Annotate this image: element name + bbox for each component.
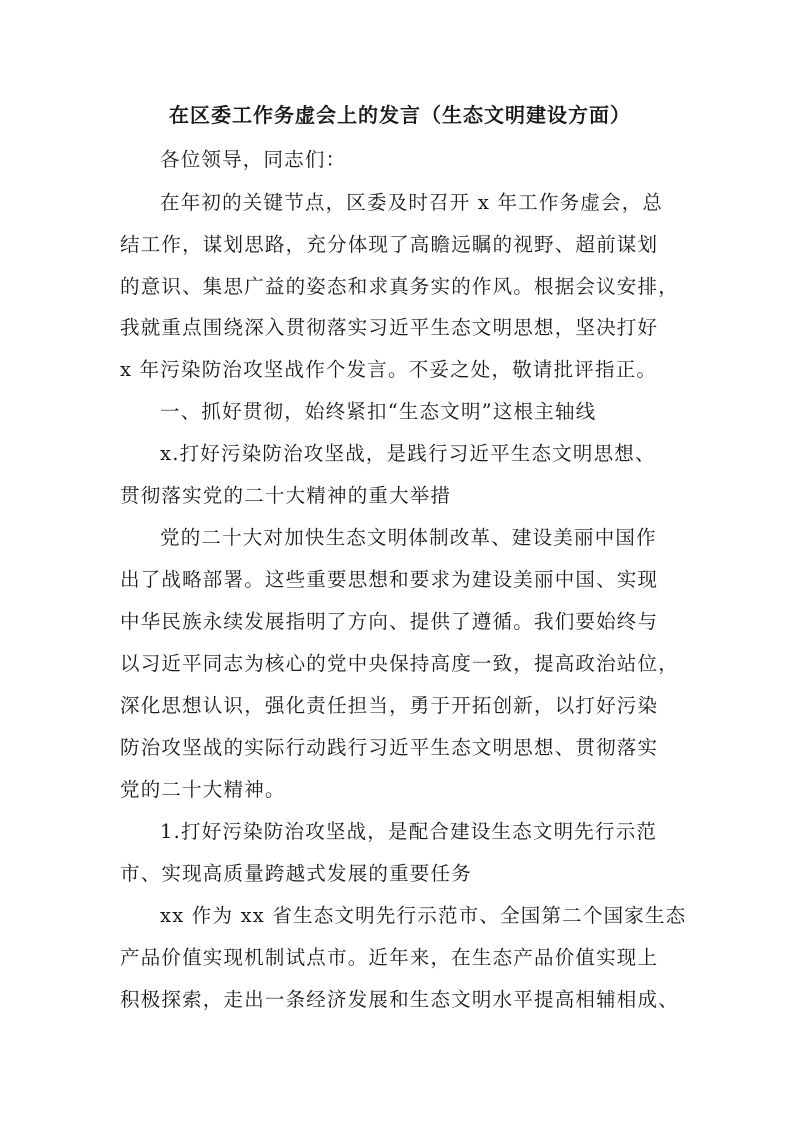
paragraph-line: 深化思想认识，强化责任担当，勇于开拓创新，以打好污染 xyxy=(120,694,659,717)
section-heading: 一、抓好贯彻，始终紧扣“生态文明”这根主轴线 xyxy=(160,400,597,423)
paragraph-line: 以习近平同志为核心的党中央保持高度一致，提高政治站位， xyxy=(120,652,679,675)
paragraph-line: 积极探索，走出一条经济发展和生态文明水平提高相辅相成、 xyxy=(120,988,679,1011)
paragraph-line: 产品价值实现机制试点市。近年来，在生态产品价值实现上 xyxy=(120,946,659,969)
paragraph-line: xx 作为 xx 省生态文明先行示范市、全国第二个国家生态 xyxy=(160,904,687,927)
subheading-line: x.打好污染防治攻坚战，是践行习近平生态文明思想、 xyxy=(160,442,656,465)
subheading-line: 市、实现高质量跨越式发展的重要任务 xyxy=(120,862,472,885)
salutation: 各位领导，同志们： xyxy=(160,148,347,171)
paragraph-line: 的意识、集思广益的姿态和求真务实的作风。根据会议安排， xyxy=(120,275,679,298)
document-title: 在区委工作务虚会上的发言（生态文明建设方面） xyxy=(169,103,631,127)
paragraph-line: 我就重点围绕深入贯彻落实习近平生态文明思想，坚决打好 xyxy=(120,316,659,339)
paragraph-line: 党的二十大精神。 xyxy=(120,778,286,801)
paragraph-line: 防治攻坚战的实际行动践行习近平生态文明思想、贯彻落实 xyxy=(120,736,659,759)
paragraph-line: 中华民族永续发展指明了方向、提供了遵循。我们要始终与 xyxy=(120,610,659,633)
paragraph-line: x 年污染防治攻坚战作个发言。不妥之处，敬请批评指正。 xyxy=(120,358,658,381)
paragraph-line: 出了战略部署。这些重要思想和要求为建设美丽中国、实现 xyxy=(120,568,659,591)
paragraph-line: 结工作，谋划思路，充分体现了高瞻远瞩的视野、超前谋划 xyxy=(120,233,659,256)
paragraph-line: 在年初的关键节点，区委及时召开 x 年工作务虚会，总 xyxy=(160,191,664,214)
paragraph-line: 党的二十大对加快生态文明体制改革、建设美丽中国作 xyxy=(160,526,657,549)
subheading-line: 贯彻落实党的二十大精神的重大举措 xyxy=(120,484,452,507)
subheading-line: 1.打好污染防治攻坚战，是配合建设生态文明先行示范 xyxy=(160,820,658,843)
